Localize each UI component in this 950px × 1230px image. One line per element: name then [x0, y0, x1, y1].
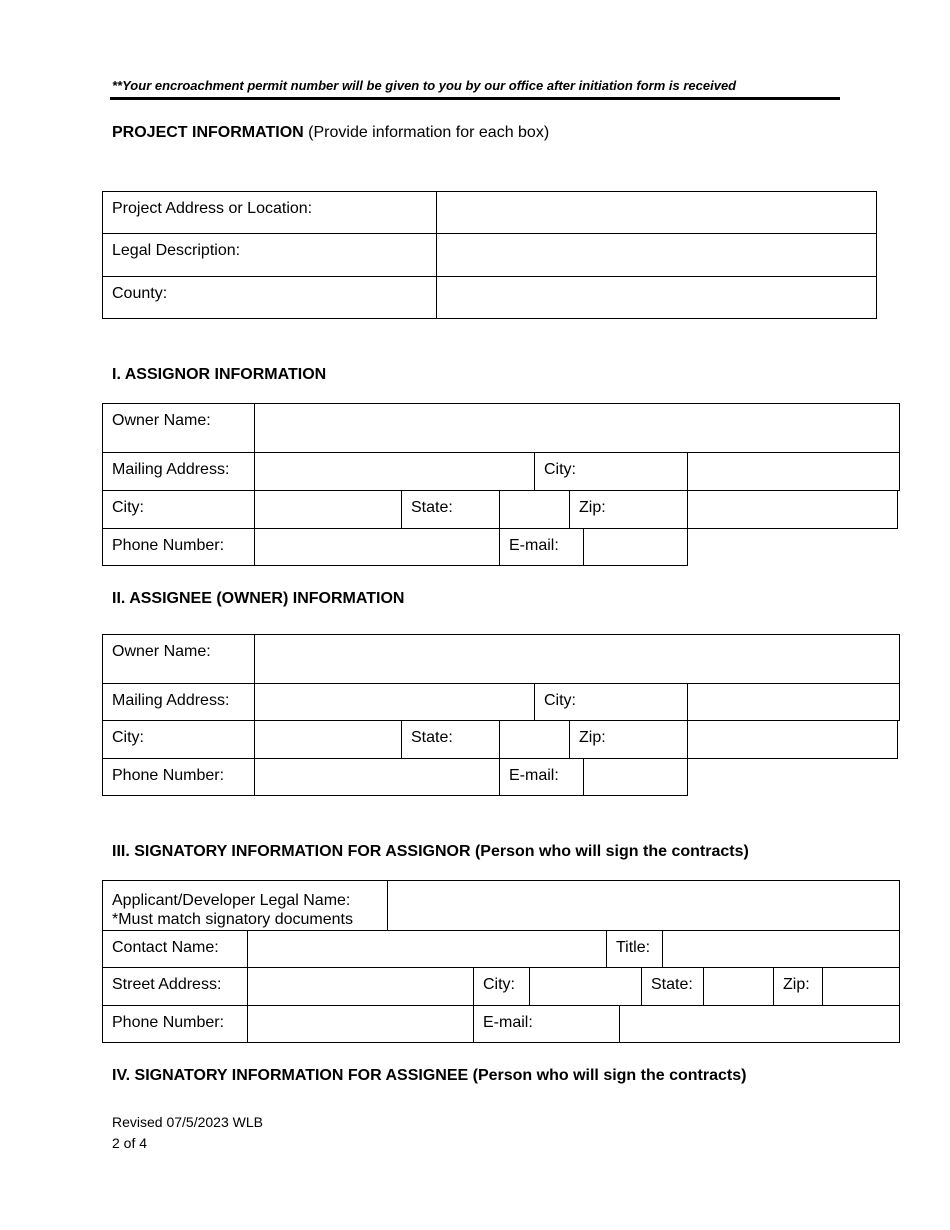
assignor-zip-field[interactable] — [687, 490, 898, 529]
signatory-zip-label: Zip: — [773, 967, 823, 1006]
page-number: 2 of 4 — [112, 1135, 148, 1151]
signatory-phone-label: Phone Number: — [102, 1005, 248, 1043]
signatory-assignee-heading: IV. SIGNATORY INFORMATION FOR ASSIGNEE (Person who will sign the contracts) — [112, 1067, 747, 1084]
page-footer — [112, 1112, 263, 1154]
project-address-label: Project Address or Location: — [102, 191, 437, 234]
contact-name-field[interactable] — [247, 930, 607, 968]
assignee-owner-name-label: Owner Name: — [102, 634, 255, 684]
assignee-city-label: City: — [102, 720, 255, 759]
assignee-mailing-city-field[interactable] — [687, 683, 900, 721]
assignee-zip-label: Zip: — [569, 720, 688, 759]
signatory-phone-field[interactable] — [247, 1005, 474, 1043]
signatory-zip-field[interactable] — [822, 967, 900, 1006]
county-field[interactable] — [436, 276, 877, 319]
assignor-mailing-address-label: Mailing Address: — [102, 452, 255, 491]
project-heading-title: PROJECT INFORMATION — [112, 124, 304, 141]
assignee-phone-field[interactable] — [254, 758, 500, 796]
assignor-phone-field[interactable] — [254, 528, 500, 566]
assignor-mailing-address-field[interactable] — [254, 452, 535, 491]
assignee-city-field[interactable] — [254, 720, 402, 759]
signatory-city-label: City: — [473, 967, 530, 1006]
assignee-email-label: E-mail: — [499, 758, 584, 796]
county-label: County: — [102, 276, 437, 319]
assignor-city-label: City: — [102, 490, 255, 529]
signatory-assignor-heading: III. SIGNATORY INFORMATION FOR ASSIGNOR (Person who will sign the contracts) — [112, 843, 749, 860]
assignor-phone-label: Phone Number: — [102, 528, 255, 566]
assignor-state-field[interactable] — [499, 490, 570, 529]
assignee-state-field[interactable] — [499, 720, 570, 759]
assignee-heading: II. ASSIGNEE (OWNER) INFORMATION — [112, 590, 405, 607]
assignor-state-label: State: — [401, 490, 500, 529]
signatory-email-field[interactable] — [619, 1005, 900, 1043]
assignee-phone-label: Phone Number: — [102, 758, 255, 796]
assignor-city-field[interactable] — [254, 490, 402, 529]
assignor-owner-name-label: Owner Name: — [102, 403, 255, 453]
permit-number-note: **Your encroachment permit number will be given to you by our office after initiation form is received — [112, 78, 737, 93]
title-field[interactable] — [662, 930, 900, 968]
street-address-label: Street Address: — [102, 967, 248, 1006]
assignee-email-field[interactable] — [583, 758, 688, 796]
assignor-heading: I. ASSIGNOR INFORMATION — [112, 366, 327, 383]
assignee-owner-name-field[interactable] — [254, 634, 900, 684]
assignor-mailing-city-field[interactable] — [687, 452, 900, 491]
assignor-mailing-city-label: City: — [534, 452, 688, 491]
legal-name-note: *Must match signatory documents — [112, 911, 353, 928]
street-address-field[interactable] — [247, 967, 474, 1006]
project-address-field[interactable] — [436, 191, 877, 234]
signatory-email-label: E-mail: — [473, 1005, 620, 1043]
legal-name-label-cell — [102, 880, 388, 931]
contact-name-label: Contact Name: — [102, 930, 248, 968]
legal-description-label: Legal Description: — [102, 233, 437, 277]
assignee-mailing-address-label: Mailing Address: — [102, 683, 255, 721]
assignor-zip-label: Zip: — [569, 490, 688, 529]
title-label: Title: — [606, 930, 663, 968]
assignee-mailing-city-label: City: — [534, 683, 688, 721]
top-divider — [110, 97, 840, 100]
assignee-state-label: State: — [401, 720, 500, 759]
legal-name-label: Applicant/Developer Legal Name: — [112, 892, 351, 909]
project-information-heading — [112, 124, 549, 142]
assignee-mailing-address-field[interactable] — [254, 683, 535, 721]
project-heading-subtitle: (Provide information for each box) — [308, 124, 550, 141]
legal-name-field[interactable] — [387, 880, 900, 931]
assignor-owner-name-field[interactable] — [254, 403, 900, 453]
signatory-city-field[interactable] — [529, 967, 642, 1006]
signatory-state-field[interactable] — [703, 967, 774, 1006]
assignor-email-field[interactable] — [583, 528, 688, 566]
signatory-state-label: State: — [641, 967, 704, 1006]
assignee-zip-field[interactable] — [687, 720, 898, 759]
revision-note: Revised 07/5/2023 WLB — [112, 1114, 263, 1130]
assignor-email-label: E-mail: — [499, 528, 584, 566]
legal-description-field[interactable] — [436, 233, 877, 277]
